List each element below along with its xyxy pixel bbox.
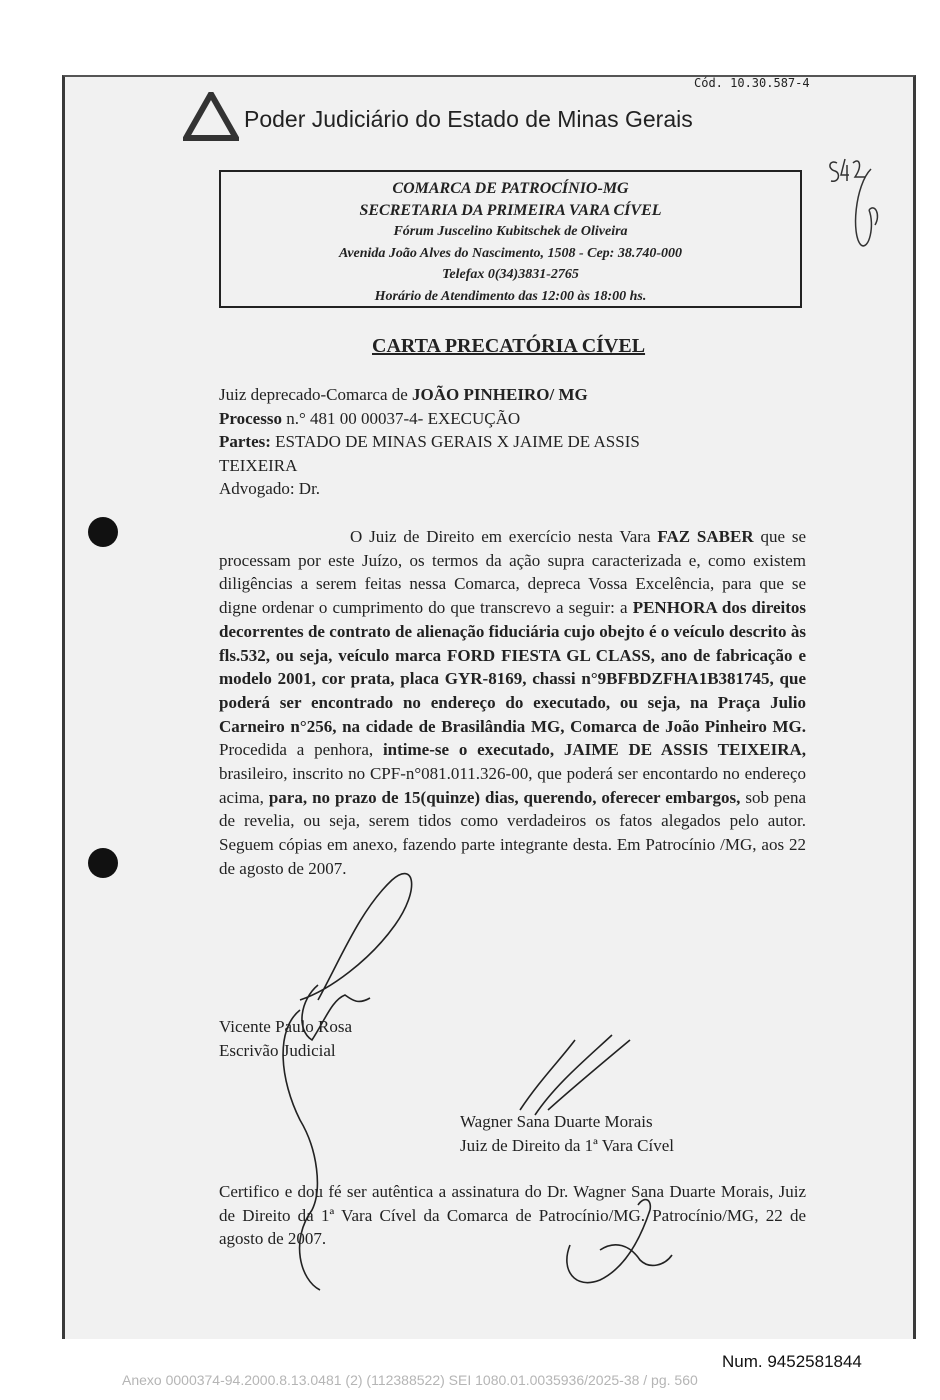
body-bold-4: para, no prazo de 15(quinze) dias, querendo, oferecer embargos, [268,787,741,807]
court-header-box [219,170,802,308]
body-text-1: O Juiz de Direito em exercício nesta Vara [350,527,651,546]
partes-value: ESTADO DE MINAS GERAIS X JAIME DE ASSIS TEIXEIRA [219,432,640,475]
document-number: Num. 9452581844 [722,1352,862,1371]
secretaria-line: SECRETARIA DA PRIMEIRA VARA CÍVEL [359,201,662,219]
handwritten-page-number [825,155,885,255]
juiz-value: JOÃO PINHEIRO/ MG [412,385,588,404]
judge-signature-block [460,1110,674,1157]
footer-reference: Anexo 0000374-94.2000.8.13.0481 (2) (112388522) SEI 1080.01.0035936/2025-38 / pg. 560 [122,1372,698,1388]
certification-text: Certifico e dou fé ser autêntica a assinatura do Dr. Wagner Sana Duarte Morais, Juiz de Direito da 1ª Vara Cível da Comarca de Patrocínio/MG. Patrocínio/MG, 22 de agosto de 2007. [219,1182,806,1248]
body-bold-3: intime-se o executado, JAIME DE ASSIS TEIXEIRA, [382,740,807,760]
document-title: CARTA PRECATÓRIA CÍVEL [372,335,646,357]
clerk-name: Vicente Paulo Rosa [219,1017,353,1036]
processo-label: Processo [219,408,282,428]
juiz-label: Juiz deprecado-Comarca de [219,385,408,404]
telefax-line: Telefax 0(34)3831-2765 [442,267,579,282]
processo-value: n.° 481 00 00037-4- EXECUÇÃO [286,408,521,428]
comarca-line: COMARCA DE PATROCÍNIO-MG [392,180,629,197]
advogado-line: Advogado: Dr. [219,479,321,498]
body-text-5: sob pena de revelia, ou seja, serem tidos como verdadeiros os fatos alegados pelo autor. Seguem cópias em anexo, fazendo parte integrante desta. Em Patrocínio /MG, aos 22 de agosto de 2007. [219,787,807,878]
body-paragraph [219,525,806,881]
body-bold-1: FAZ SABER [657,527,754,546]
body-text-3: Procedida a penhora, [219,740,374,760]
address-line: Avenida João Alves do Nascimento, 1508 - Cep: 38.740-000 [339,245,682,261]
punch-hole [88,517,118,547]
partes-label: Partes: [219,432,271,451]
forum-line: Fórum Juscelino Kubitschek de Oliveira [393,224,628,239]
body-bold-2: PENHORA dos direitos decorrentes de contrato de alienação fiduciária cujo obejto é o veículo descrito às fls.532, ou seja, veículo marca FORD FIESTA GL CLASS, ano de fabricação e modelo 2001, cor prata, placa GYR-8169, chassi n°9BFBDZFHA1B381745, que poderá ser encontrado no endereço do executado, ou seja, na Praça Julio Carneiro n°256, na cidade de Brasilândia MG, Comarca de João Pinheiro MG. [219,598,807,736]
judge-name: Wagner Sana Duarte Morais [460,1112,653,1131]
document-code: Cód. 10.30.587-4 [694,76,810,90]
case-details [219,383,719,501]
hours-line: Horário de Atendimento das 12:00 às 18:00 hs. [374,288,647,304]
judge-role: Juiz de Direito da 1ª Vara Cível [460,1135,674,1155]
body-text-2: que se processam por este Juízo, os termos da ação supra caracterizada e, como existem diligências a serem feitas nessa Comarca, depreca Vossa Excelência, para que se digne ordenar o cumprimento do que transcrevo a seguir: a [219,527,807,618]
clerk-signature-block [219,1015,352,1062]
judiciary-logo-icon [183,92,239,142]
court-name: Poder Judiciário do Estado de Minas Gerais [244,106,693,132]
body-text-4: brasileiro, inscrito no CPF-n°081.011.326-00, que poderá ser encontardo no endereço acima, [219,764,806,807]
punch-hole [88,848,118,878]
clerk-role: Escrivão Judicial [219,1040,336,1060]
